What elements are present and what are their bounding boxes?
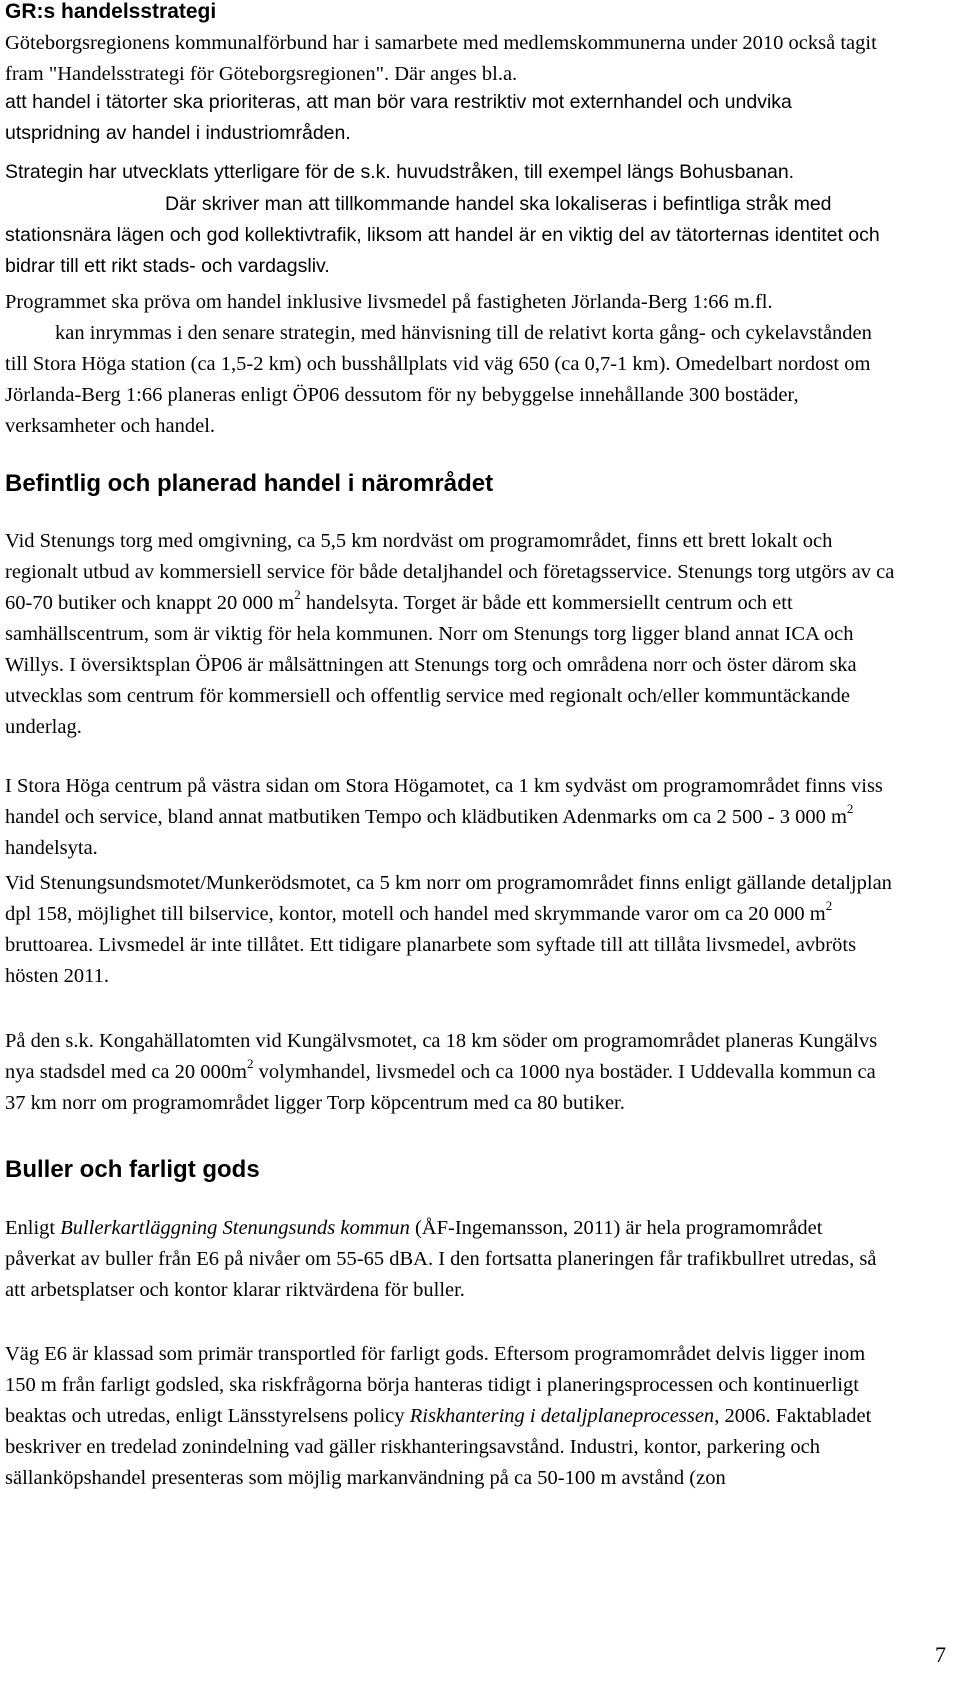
handel-paragraph-4-text-a: På den s.k. Kongahällatomten vid Kungälvsmotet, ca 18 km söder om programområdet planeras Kungälvs nya stadsdel med ca 20 000m xyxy=(5,1030,878,1083)
handel-paragraph-3-text-a: Vid Stenungsundsmotet/Munkerödsmotet, ca 5 km norr om programområdet finns enligt gällande detaljplan dpl 158, möjlighet till bilservice, kontor, motell och handel med skrymmande varor om ca 20 000 m xyxy=(5,872,892,925)
gr-paragraph-3a: Programmet ska pröva om handel inklusive livsmedel på fastigheten Jörlanda-Berg 1:66 m.fl. xyxy=(5,291,773,313)
handel-paragraph-4 xyxy=(5,1026,895,1119)
handel-paragraph-2 xyxy=(5,771,895,864)
handel-paragraph-2-sup: 2 xyxy=(846,801,854,817)
buller-paragraph-2-text-a: Väg E6 är klassad som primär transportled för farligt gods. Eftersom programområdet delvis ligger inom 150 m från farligt godsled, ska riskfrågorna börja hanteras tidigt i planeringsprocessen och kontinuerligt beaktas och utredas, enligt Länsstyrelsens policy xyxy=(5,1343,866,1427)
handel-paragraph-3-sup: 2 xyxy=(825,898,833,914)
buller-paragraph-2-title: Riskhantering i detaljplaneprocessen xyxy=(409,1405,715,1427)
gr-paragraph-2b: Där skriver man att tillkommande handel ska lokaliseras i befintliga stråk med stationsnära lägen och god kollektivtrafik, liksom att handel är en viktig del av tätorternas identitet och bidrar till ett rikt stads- och vardagsliv. xyxy=(5,193,880,277)
gr-paragraph-1b: att handel i tätorter ska prioriteras, att man bör vara restriktiv mot externhandel och undvika utspridning av handel i industriområden. xyxy=(5,91,792,144)
buller-paragraph-2-text-b: , 2006. Faktabladet beskriver en tredelad zonindelning vad gäller riskhanteringsavstånd. Industri, kontor, parkering och sällanköpshandel presenteras som möjlig markanvändning på ca 50-100 m avstånd (zon xyxy=(5,1405,872,1489)
handel-paragraph-4-sup: 2 xyxy=(246,1056,254,1072)
gr-paragraph-2a: Strategin har utvecklats ytterligare för de s.k. huvudstråken, till exempel längs Bohusbanan. xyxy=(5,161,795,183)
section-heading-buller: Buller och farligt gods xyxy=(5,1156,260,1183)
handel-paragraph-2-text-b: handelsyta. xyxy=(5,837,98,859)
handel-paragraph-3-text-b: bruttoarea. Livsmedel är inte tillåtet. Ett tidigare planarbete som syftade till att tillåta livsmedel, avbröts hösten 2011. xyxy=(5,934,857,987)
handel-paragraph-2-text-a: I Stora Höga centrum på västra sidan om Stora Högamotet, ca 1 km sydväst om programområdet finns viss handel och service, bland annat matbutiken Tempo och klädbutiken Adenmarks om ca 2 500 - 3 000 m xyxy=(5,775,883,828)
buller-paragraph-1-title: Bullerkartläggning Stenungsunds kommun xyxy=(60,1217,410,1239)
page-number: 7 xyxy=(935,1642,946,1667)
handel-paragraph-4-text-b: volymhandel, livsmedel och ca 1000 nya bostäder. I Uddevalla kommun ca 37 km norr om programområdet ligger Torp köpcentrum med ca 80 butiker. xyxy=(5,1061,876,1114)
buller-paragraph-1-text-a: Enligt xyxy=(5,1217,61,1239)
buller-paragraph-2 xyxy=(5,1339,895,1494)
buller-paragraph-1 xyxy=(5,1213,895,1306)
handel-paragraph-1 xyxy=(5,526,895,743)
gr-paragraph-3b: kan inrymmas i den senare strategin, med hänvisning till de relativt korta gång- och cykelavstånden till Stora Höga station (ca 1,5-2 km) och busshållplats vid väg 650 (ca 0,7-1 km). Omedelbart nordost om Jörlanda-Berg 1:66 planeras enligt ÖP06 dessutom för ny bebyggelse innehållande 300 bostäder, verksamheter och handel. xyxy=(5,322,872,437)
buller-paragraph-1-text-b: (ÅF-Ingemansson, 2011) är hela programområdet påverkat av buller från E6 på nivåer om 55-65 dBA. I den fortsatta planeringen får trafikbullret utredas, så att arbetsplatser och kontor klarar riktvärdena för buller. xyxy=(5,1217,877,1301)
handel-paragraph-3 xyxy=(5,868,895,992)
gr-paragraph-1a: Göteborgsregionens kommunalförbund har i samarbete med medlemskommunerna under 2010 också tagit fram "Handelsstrategi för Göteborgsregionen". Där anges bl.a. xyxy=(5,32,877,85)
handel-paragraph-1-sup: 2 xyxy=(294,587,301,603)
section-heading-handel: Befintlig och planerad handel i närområdet xyxy=(5,470,494,497)
handel-paragraph-1-text-b: handelsyta. Torget är både ett kommersiellt centrum och ett samhällscentrum, som är viktig för hela kommunen. Norr om Stenungs torg ligger bland annat ICA och Willys. I översiktsplan ÖP06 är målsättningen att Stenungs torg och områdena norr och öster därom ska utvecklas som centrum för kommersiell och offentlig service med regionalt och/eller kommuntäckande underlag. xyxy=(5,592,857,738)
section-heading-gr: GR:s handelsstrategi xyxy=(5,0,217,23)
handel-paragraph-1-text-a: Vid Stenungs torg med omgivning, ca 5,5 km nordväst om programområdet, finns ett brett lokalt och regionalt utbud av kommersiell service för både detaljhandel och företagsservice. Stenungs torg utgörs av ca 60-70 butiker och knappt 20 000 m xyxy=(5,530,895,614)
